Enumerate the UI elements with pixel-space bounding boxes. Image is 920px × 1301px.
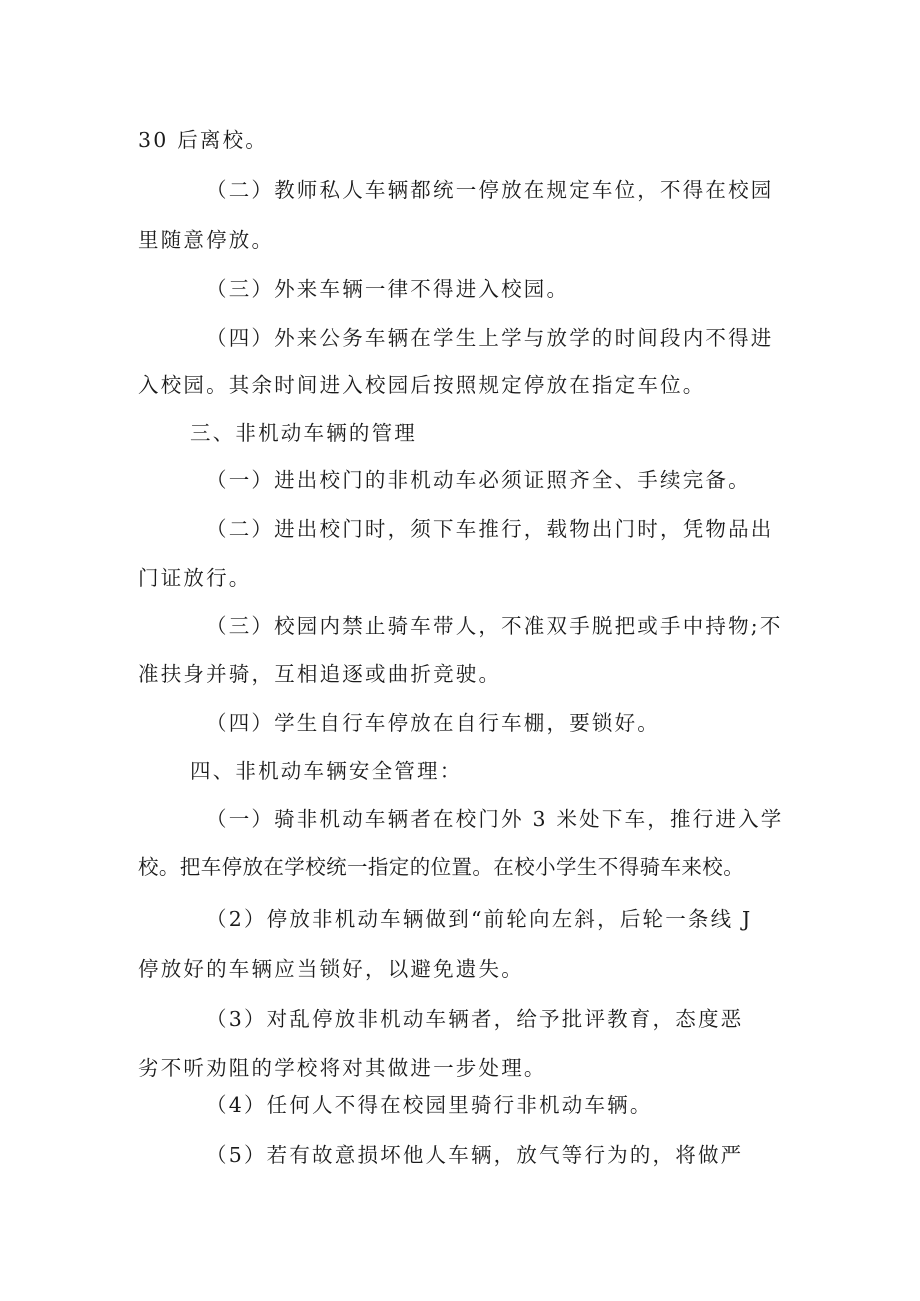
text-line-10: 门证放行。 xyxy=(138,566,252,590)
text-line-2: （二）教师私人车辆都统一停放在规定车位，不得在校园 xyxy=(206,178,774,202)
text-line-4: （三）外来车辆一律不得进入校园。 xyxy=(206,277,570,301)
text-line-6: 入校园。其余时间进入校园后按照规定停放在指定车位。 xyxy=(138,373,706,397)
text-line-20: 劣不听劝阻的学校将对其做进一步处理。 xyxy=(138,1056,547,1080)
text-line-17: （2）停放非机动车辆做到“前轮向左斜，后轮一条线 J xyxy=(206,907,753,931)
text-line-13: （四）学生自行车停放在自行车棚，要锁好。 xyxy=(206,711,660,735)
text-line-5: （四）外来公务车辆在学生上学与放学的时间段内不得进 xyxy=(206,326,774,350)
text-line-16: 校。把车停放在学校统一指定的位置。在校小学生不得骑车来校。 xyxy=(138,855,745,879)
text-line-1: 30 后离校。 xyxy=(138,128,269,152)
text-line-8: （一）进出校门的非机动车必须证照齐全、手续完备。 xyxy=(206,468,751,492)
text-line-15: （一）骑非机动车辆者在校门外 3 米处下车，推行进入学 xyxy=(206,807,784,831)
text-line-18: 停放好的车辆应当锁好，以避免遗失。 xyxy=(138,957,524,981)
text-line-12: 准扶身并骑，互相追逐或曲折竞驶。 xyxy=(138,662,502,686)
section-heading-4: 四、非机动车辆安全管理： xyxy=(190,759,463,783)
text-line-19: （3）对乱停放非机动车辆者，给予批评教育，态度恶 xyxy=(206,1007,744,1031)
text-line-22: （5）若有故意损坏他人车辆，放气等行为的，将做严 xyxy=(206,1143,744,1167)
section-heading-3: 三、非机动车辆的管理 xyxy=(190,421,417,445)
text-line-11: （三）校园内禁止骑车带人，不准双手脱把或手中持物;不 xyxy=(206,614,783,638)
text-line-9: （二）进出校门时，须下车推行，载物出门时，凭物品出 xyxy=(206,517,774,541)
text-line-3: 里随意停放。 xyxy=(138,228,275,252)
text-line-21: （4）任何人不得在校园里骑行非机动车辆。 xyxy=(206,1093,653,1117)
